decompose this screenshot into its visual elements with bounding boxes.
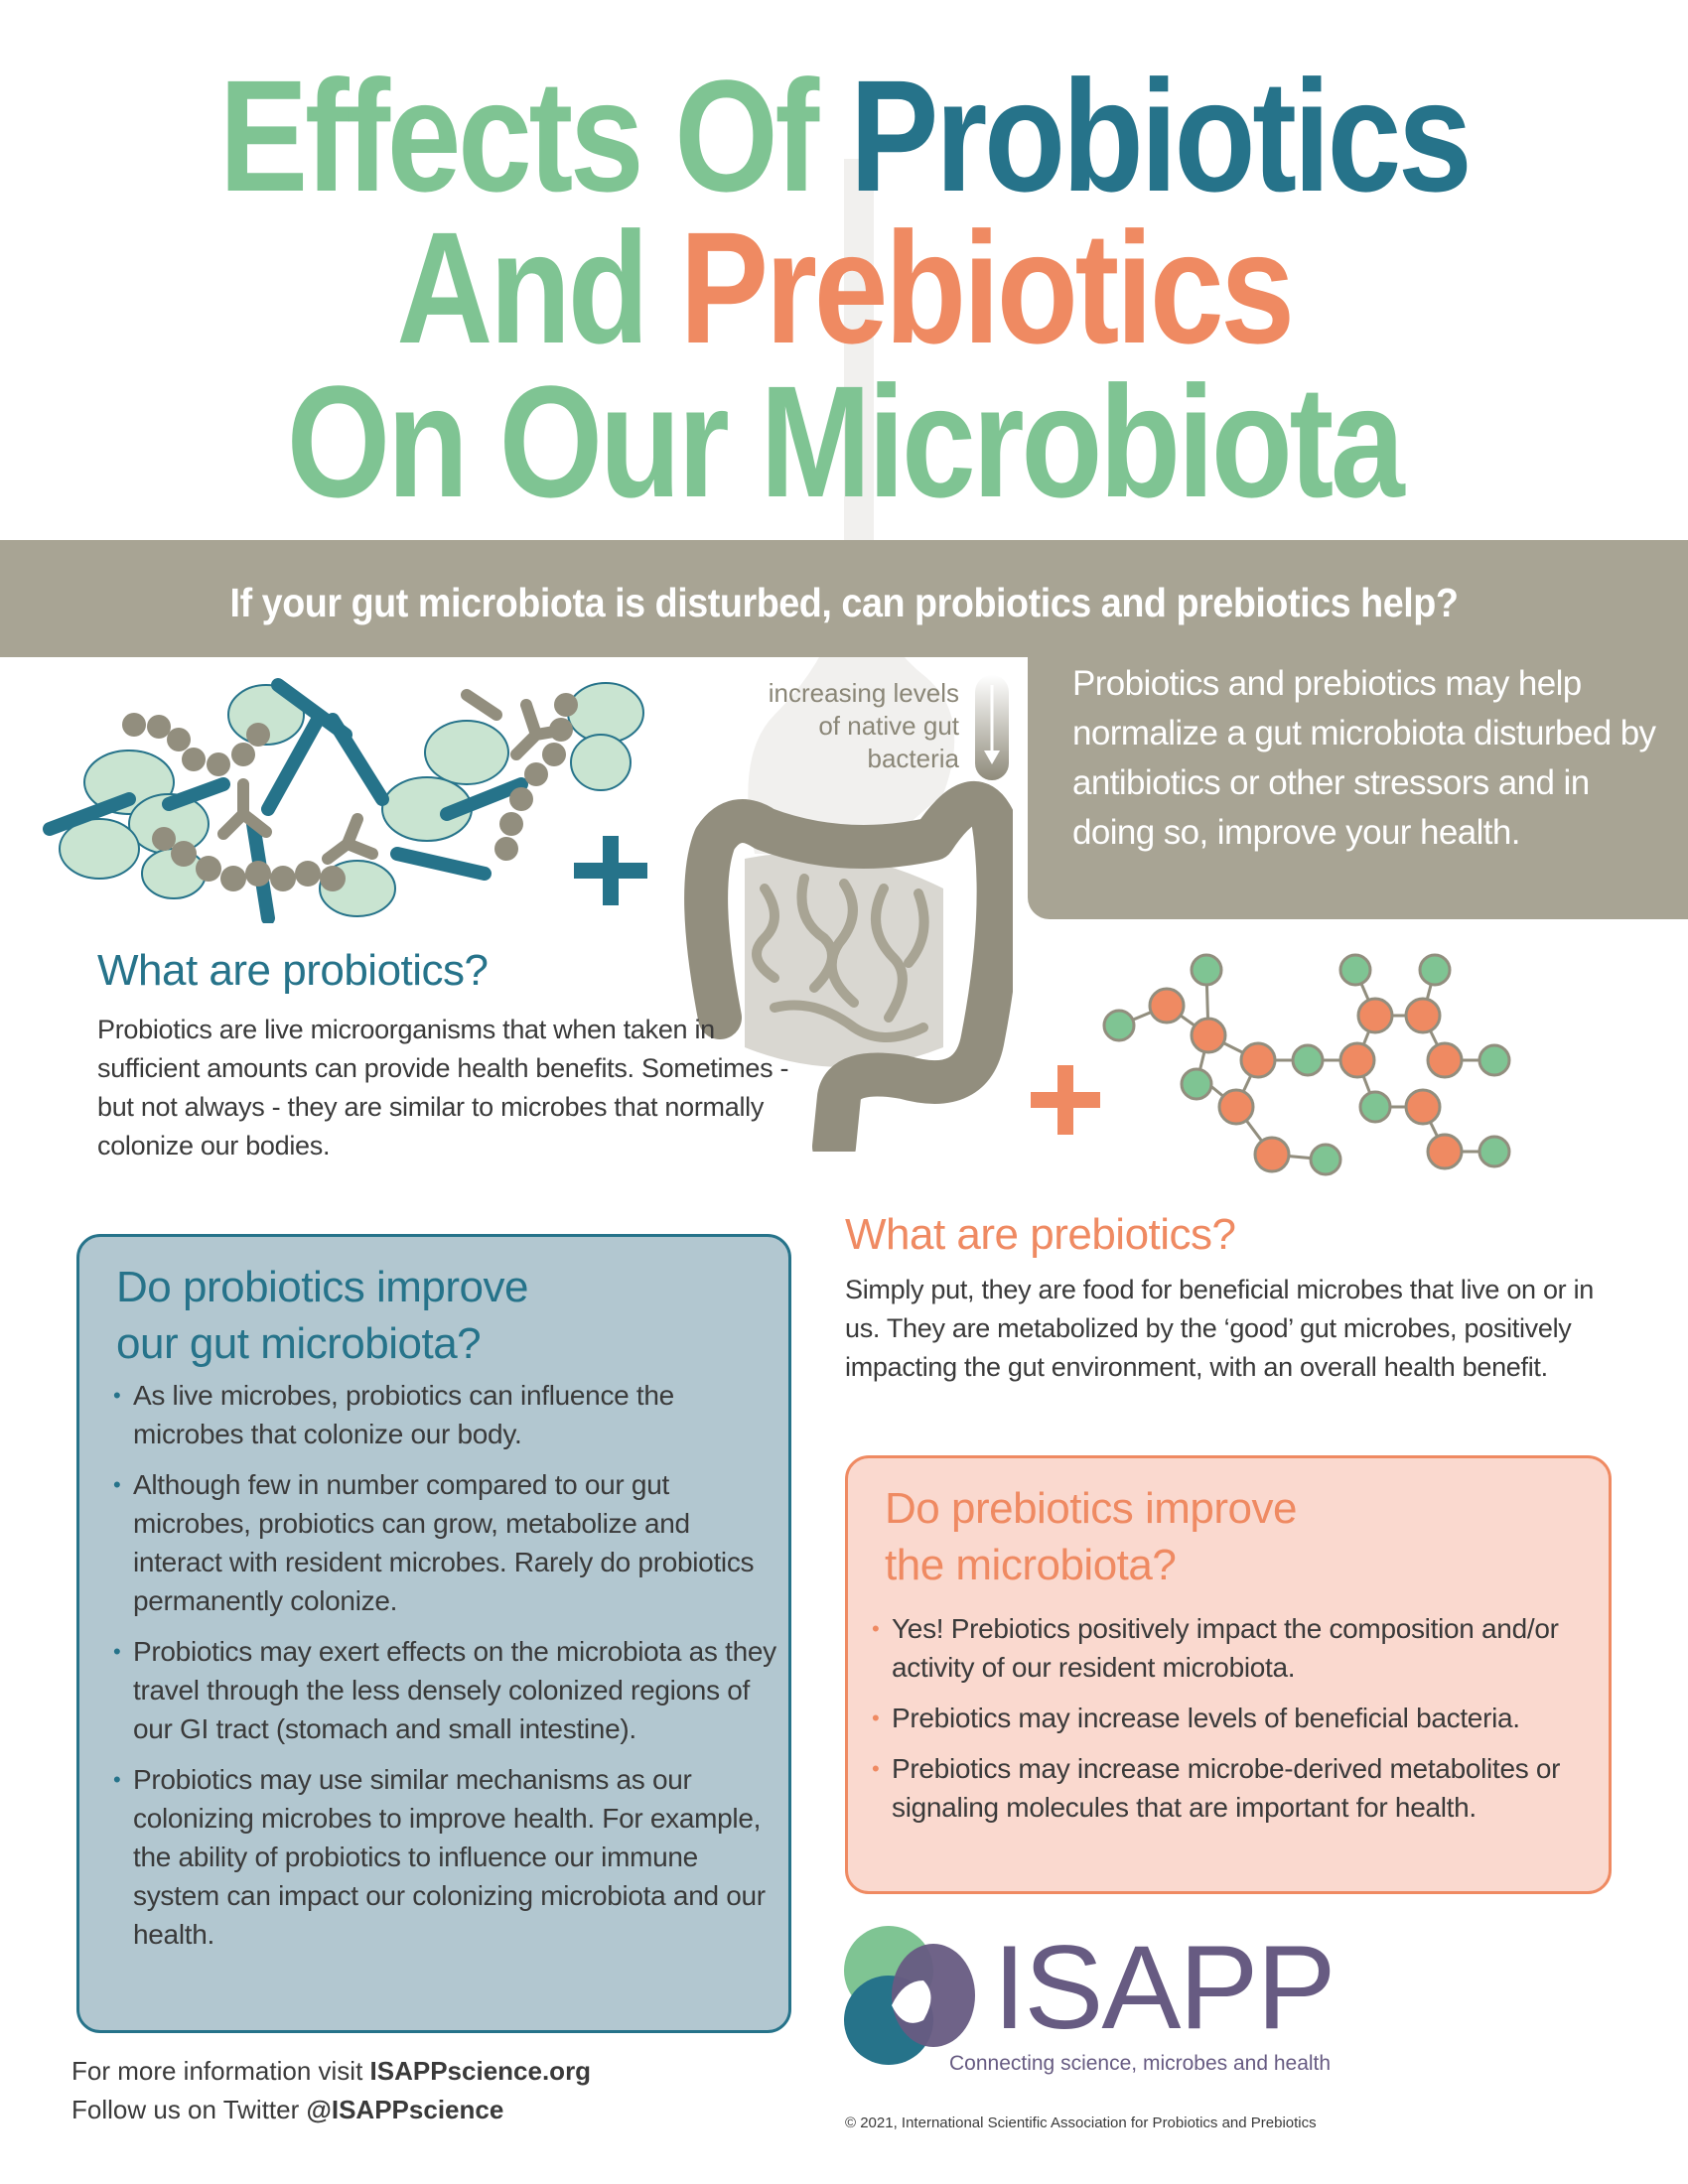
plus-icon-teal <box>574 836 647 905</box>
list-item: • Prebiotics may increase microbe-derived metabolites or signaling molecules that are important for health. <box>870 1749 1605 1827</box>
prebiotic-molecule-illustration <box>1097 948 1574 1181</box>
title-line-3: On Our Microbiota <box>286 352 1402 530</box>
title-line-2: And Prebiotics <box>396 199 1292 376</box>
prebiotics-heading: What are prebiotics? <box>845 1210 1236 1259</box>
callout-text: Probiotics and prebiotics may help normalize a gut microbiota disturbed by antibiotics or other stressors and in doing so, improve your health. <box>1072 664 1656 852</box>
probiotics-improve-box <box>76 1234 791 2033</box>
isapp-logo-text: ISAPP <box>993 1921 1335 2054</box>
down-arrow-icon <box>973 673 1013 784</box>
probiotics-bullets <box>111 1376 776 1966</box>
website-link[interactable]: ISAPPscience.org <box>369 2056 592 2086</box>
list-item: • Yes! Prebiotics positively impact the composition and/or activity of our resident microbiota. <box>870 1609 1605 1687</box>
twitter-line: Follow us on Twitter @ISAPPscience <box>71 2095 504 2124</box>
list-item: • Probiotics may exert effects on the microbiota as they travel through the less densely colonized regions of our GI tract (stomach and small intestine). <box>111 1632 776 1748</box>
question-heading: If your gut microbiota is disturbed, can probiotics and prebiotics help? <box>229 580 1459 625</box>
probiotics-definition: Probiotics are live microorganisms that when taken in sufficient amounts can provide health benefits. Sometimes - but not always - they are similar to microbes that normally colonize our bodies. <box>97 1015 789 1160</box>
copyright: © 2021, International Scientific Association for Probiotics and Prebiotics <box>845 2115 1317 2131</box>
prebiotics-definition: Simply put, they are food for beneficial microbes that live on or in us. They are metabolized by the ‘good’ gut microbes, positively impacting the gut environment, with an overall health benefit. <box>845 1275 1594 1382</box>
title-line-1: Effects Of Probiotics <box>218 47 1470 224</box>
prebiotics-improve-box <box>845 1455 1612 1894</box>
prebiotics-bullets <box>870 1609 1605 1839</box>
prebiotics-box-heading: Do prebiotics improve the microbiota? <box>885 1484 1297 1589</box>
arrow-label: increasing levels of native gut bacteria <box>768 678 959 773</box>
twitter-handle-link[interactable]: @ISAPPscience <box>306 2095 504 2124</box>
plus-icon-orange <box>1031 1065 1100 1135</box>
callout-box <box>1028 657 1688 919</box>
probiotic-bacteria-illustration <box>30 675 665 923</box>
list-item: • As live microbes, probiotics can influence the microbes that colonize our body. <box>111 1376 776 1453</box>
list-item: • Probiotics may use similar mechanisms as our colonizing microbes to improve health. For example, the ability of probiotics to influence our immune system can impact our colonizing microbiota and our health. <box>111 1760 776 1954</box>
probiotics-box-heading: Do probiotics improve our gut microbiota? <box>116 1263 528 1368</box>
logo-tagline: Connecting science, microbes and health <box>949 2052 1332 2075</box>
probiotics-heading: What are probiotics? <box>97 946 489 995</box>
list-item: • Although few in number compared to our gut microbes, probiotics can grow, metabolize and interact with resident microbes. Rarely do probiotics permanently colonize. <box>111 1465 776 1620</box>
list-item: • Prebiotics may increase levels of beneficial bacteria. <box>870 1699 1605 1737</box>
website-line: For more information visit ISAPPscience.org <box>71 2056 592 2086</box>
isapp-logo-mark <box>844 1926 983 2065</box>
